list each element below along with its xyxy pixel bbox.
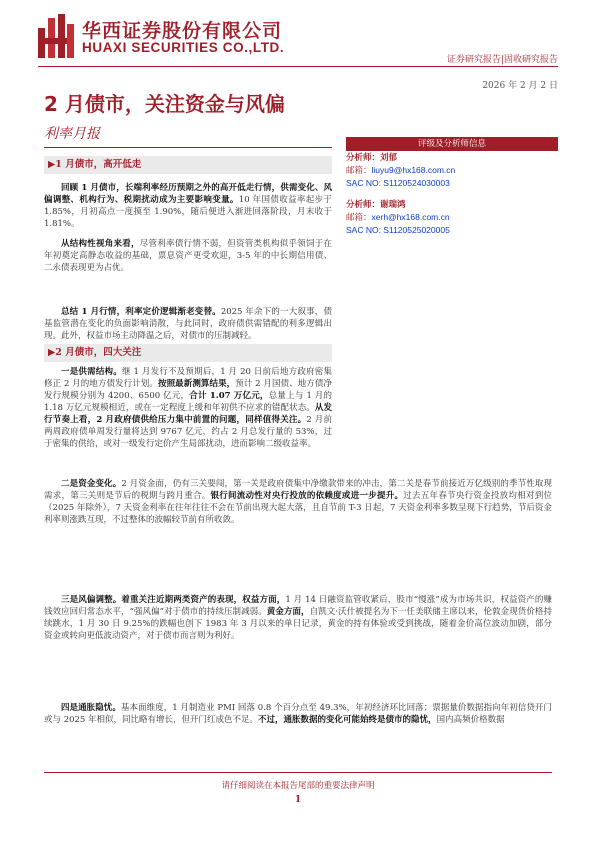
body-paragraph <box>44 238 332 286</box>
key-point: 一是供需结构。 <box>61 367 122 377</box>
body-paragraph <box>44 594 552 690</box>
company-name-en: HUAXI SECURITIES CO.,LTD. <box>82 40 285 55</box>
paragraph-text: 自凯文·沃什被提名为下一任美联储主席以来，伦敦金现货价格持续跳水，1 月 30 日 9.25%的跌幅也创下 1983 年 3 月以来的单日记录，黄金的持有体验或受到挑战，随着金价高位波动加剧，部分资金或转向更低波动资产，对于债市而言则为利好。 <box>44 607 552 641</box>
company-name-cn: 华西证券股份有限公司 <box>82 20 283 42</box>
analyst-email-link[interactable]: liuyu9@hx168.com.cn <box>371 165 456 175</box>
analyst-info-header: 评级及分析师信息 <box>346 137 558 151</box>
body-paragraph <box>44 478 552 586</box>
analyst-email-link[interactable]: xerh@hx168.com.cn <box>371 212 450 222</box>
body-paragraph <box>44 702 552 762</box>
report-type: 证券研究报告|固收研究报告 <box>446 55 558 65</box>
analyst-block <box>346 152 558 189</box>
key-point: 银行间流动性对央行投放的依赖度或进一步提升。 <box>210 491 404 501</box>
analyst-name: 谢瑞鸿 <box>380 200 406 210</box>
key-point: 三是风偏调整。着重关注近期两类资产的表现，权益方面， <box>61 595 286 605</box>
key-point: 从结构性视角来看， <box>61 239 140 249</box>
section-heading: ▶2 月债市，四大关注 <box>44 344 332 362</box>
body-paragraph <box>44 366 332 474</box>
key-point: 总结 1 月行情，利率定价逻辑渐老变替。 <box>61 307 221 317</box>
body-paragraph <box>44 182 332 230</box>
subtitle-divider <box>44 147 332 148</box>
key-point: 四是通胀隐忧。 <box>61 703 121 713</box>
key-point: 不过，通胀数据的变化可能始终是债市的隐忧， <box>258 715 437 725</box>
report-subtitle: 利率月报 <box>44 126 100 142</box>
analyst-block <box>346 199 558 236</box>
analyst-sac: SAC NO: S1120524030003 <box>346 178 450 188</box>
paragraph-text: 国内高频价格数据 <box>436 715 505 725</box>
paragraph-text: 继 1 月发行不及预期后，1 月 20 日前后地方政府密集修正 2 月的地方债发行计划。 <box>44 367 332 389</box>
section-heading: ▶1 月债市，高开低走 <box>44 156 332 174</box>
paragraph-text: 2 月前两周政府债单周发行量将达到 9767 亿元，约占 2 月总发行量的 53%，过于密集的供给，或对一级发行定价产生局部扰动，进而影响二级收益率。 <box>44 415 332 449</box>
body-paragraph <box>44 306 332 342</box>
key-point: 二是资金变化。 <box>61 479 122 489</box>
report-date: 2026 年 2 月 2 日 <box>482 81 558 91</box>
paragraph-text: 1 月 14 日融资监管收紧后，股市“慢涨”成为市场共识，权益资产的赚钱效应回归常态水平，“强风偏”对于债市的持续压制减弱。 <box>44 595 552 617</box>
company-logo-icon <box>38 14 74 58</box>
analyst-sac: SAC NO: S1120525020005 <box>346 225 450 235</box>
paragraph-text: 总量上与 1 月的 1.18 万亿元规模相近，或在一定程度上缓和年初供不应求的错配状态。 <box>44 391 332 413</box>
key-point: 合计 1.07 万亿元， <box>189 391 269 401</box>
paragraph-text: 2025 年余下的一大叙事，债基监管潜在变化的负面影响消散，与此同时，政府债供需错配的利多逻辑出现。此外，权益市场主动降温之后，对债市的压制减轻。 <box>44 307 332 341</box>
key-point: 从发行节奏上看，2 月政府债供给压力集中前置的问题，同样值得关注。 <box>44 403 332 425</box>
key-point: 黄金方面， <box>266 607 310 617</box>
legal-disclaimer: 请仔细阅读在本报告尾部的重要法律声明 <box>221 781 375 791</box>
key-point: 按照最新测算结果， <box>157 379 236 389</box>
footer-divider <box>44 772 552 773</box>
page-number: 1 <box>294 795 302 805</box>
report-title: 2 月债市，关注资金与风偏 <box>44 92 285 116</box>
analyst-role: 分析师： <box>346 153 381 163</box>
email-label: 邮箱： <box>346 213 372 223</box>
key-point: 回顾 1 月债市，长端利率经历预期之外的高开低走行情，供需变化、风偏调整、机构行为、税期扰动成为主要影响变量。 <box>44 183 332 205</box>
paragraph-text: 10 年国债收益率起步于 1.85%，月初高点一度摸至 1.90%，随后便进入渐进回落阶段，月末收于 1.81%。 <box>44 195 332 229</box>
paragraph-text: 预计 2 月国债、地方债净发行规模分别为 4200、6500 亿元， <box>44 379 332 401</box>
paragraph-text: 基本面维度，1 月制造业 PMI 回落 0.8 个百分点至 49.3%，年初经济环比回落；票据量价数据指向年初信贷开门或与 2025 年相似，同比略有增长，但开门红成色不足。 <box>44 703 552 725</box>
analyst-name: 刘郁 <box>380 153 398 163</box>
paragraph-text: 过去五年春节央行资金投放均相对到位（2025 年除外），7 天资金利率在往年往往不会在节前出现大起大落，且自节前 T-3 日起，7 天资金利率多数呈现下行趋势，节后资金利率则涨跌互现，不过整体的波幅较节前有所收敛。 <box>44 491 552 525</box>
analyst-role: 分析师： <box>346 200 381 210</box>
email-label: 邮箱： <box>346 166 372 176</box>
header-divider <box>38 66 558 67</box>
paragraph-text: 尽管利率债行情不弱，但资管类机构似乎领饲于在年初奠定高静态收益的基础，票息资产更受欢迎，3-5 年的中长期信用债、二永债表现更为占优。 <box>44 239 332 273</box>
paragraph-text: 2 月资金面，仍有三关要闯，第一关是政府债集中净缴款带来的冲击，第二关是春节前接近万亿级别的季节性取现需求，第三关则是节后的税期与跨月重合。 <box>44 479 552 501</box>
